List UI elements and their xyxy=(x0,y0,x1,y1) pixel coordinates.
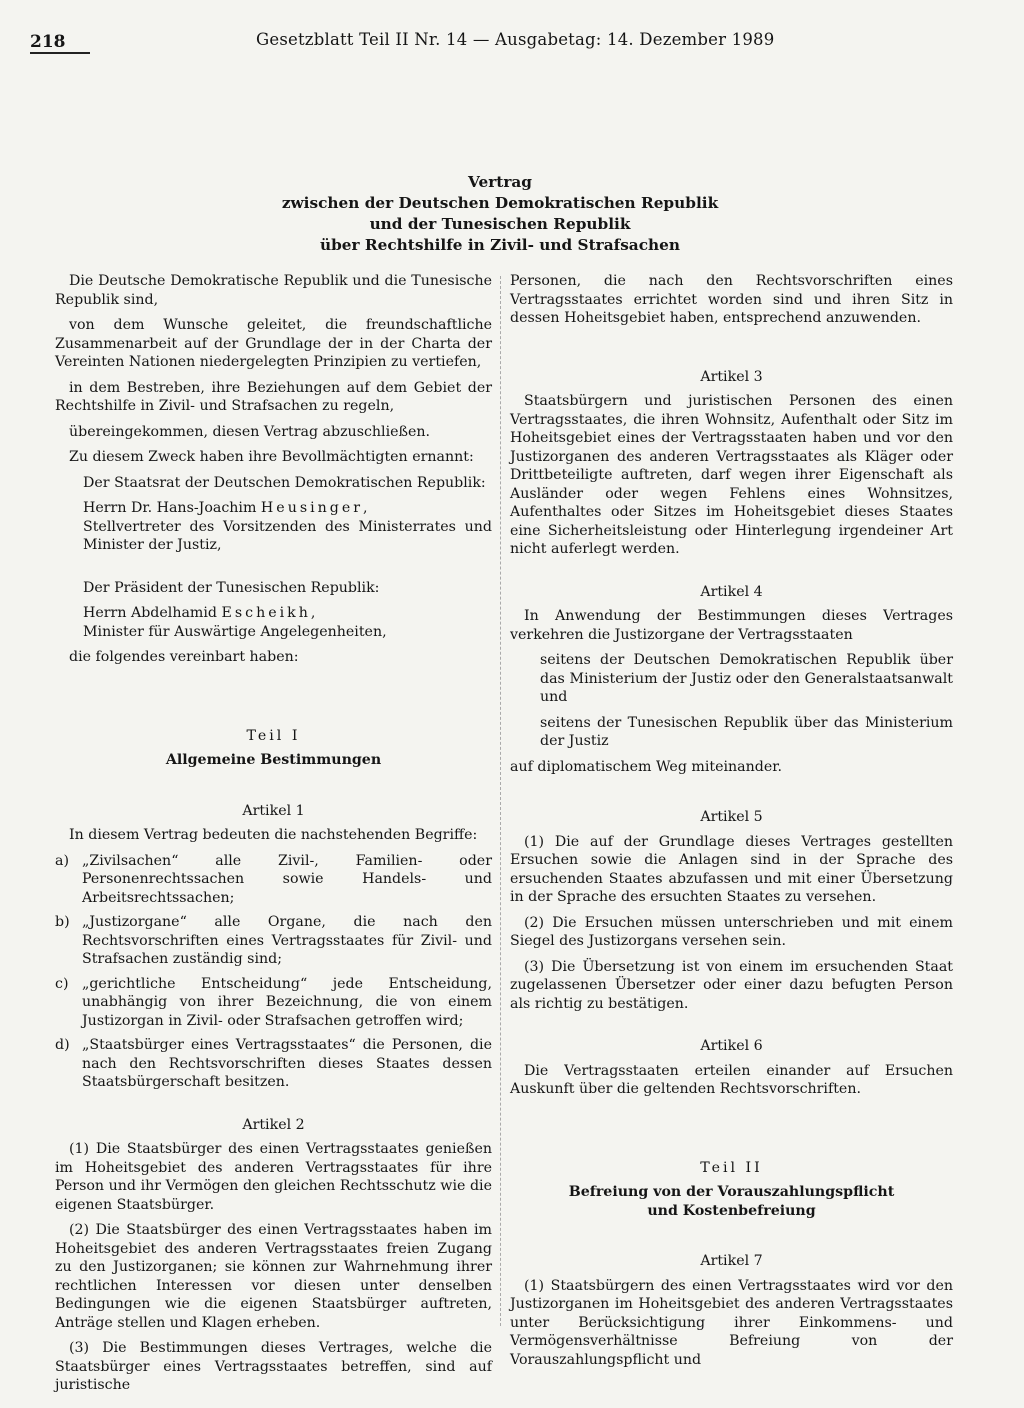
document-title xyxy=(250,172,750,256)
rep-2-title: Minister für Auswärtige Angelegenheiten, xyxy=(83,623,387,640)
preamble-endeavour: in dem Bestreben, ihre Beziehungen auf dem Gebiet der Rechtshilfe in Zivil- und Strafsachen zu regeln, xyxy=(55,379,492,414)
article-1-item-a xyxy=(55,852,492,908)
title-line-3: und der Tunesischen Republik xyxy=(369,215,631,233)
rep-2-name: Escheikh xyxy=(221,605,311,621)
title-line-2: zwischen der Deutschen Demokratischen Republik xyxy=(281,194,719,212)
item-label: a) xyxy=(55,852,69,869)
item-label: d) xyxy=(55,1037,70,1053)
page-number-underline xyxy=(30,52,90,54)
preamble-plenipotentiaries: Zu diesem Zweck haben ihre Bevollmächtigten ernannt: xyxy=(69,449,474,465)
article-6-paragraph: Die Vertragsstaaten erteilen einander auf Ersuchen Auskunft über die geltenden Rechtsvorschriften. xyxy=(510,1062,953,1097)
part-1-title: Allgemeine Bestimmungen xyxy=(165,752,382,768)
part-1-heading: Teil I xyxy=(246,727,301,744)
article-2-paragraph-2: (2) Die Staatsbürger des einen Vertragsstaates haben im Hoheitsgebiet des anderen Vertragsstaates freien Zugang zu den Justizorganen; sie können zur Wahrnehmung ihrer rechtlichen Interessen vor diesen unter denselben Bedingungen wie die eigenen Staatsbürger auftreten, Anträge stellen und Klagen erheben. xyxy=(55,1222,492,1331)
article-4-closing: auf diplomatischem Weg miteinander. xyxy=(510,758,782,775)
title-line-1: Vertrag xyxy=(468,173,532,191)
preamble-wish: von dem Wunsche geleitet, die freundschaftliche Zusammenarbeit auf der Grundlage der in der Charta der Vereinten Nationen niedergelegten Prinzipien zu vertiefen, xyxy=(55,317,492,370)
part-2-title-line-2: und Kostenbefreiung xyxy=(647,1202,816,1219)
part-2-title-line-1: Befreiung von der Vorauszahlungspflicht xyxy=(568,1184,895,1200)
part-2-heading: Teil II xyxy=(700,1159,763,1176)
rep-1-suffix: , xyxy=(363,500,368,516)
rep-2-suffix: , xyxy=(310,605,316,621)
left-column xyxy=(55,272,492,1402)
article-4-item-1: seitens der Deutschen Demokratischen Republik über das Ministerium der Justiz oder den Generalstaatsanwalt und xyxy=(540,652,953,705)
party-1-representative xyxy=(55,499,492,555)
article-3-paragraph: Staatsbürgern und juristischen Personen des einen Vertragsstaates, die ihren Wohnsitz, Aufenthalt oder Sitz im Hoheitsgebiet eines der Vertragsstaaten haben und vor den Justizorganen des anderen Vertragsstaates als Kläger oder Drittbeteiligte auftreten, darf wegen ihrer Eigenschaft als Ausländer oder wegen Fehlens eines Wohnsitzes, Aufenthaltes oder Sitzes im Hoheitsgebiet dieses Staates eine Sicherheitsleistung oder Hinterlegung irgendeiner Art nicht auferlegt werden. xyxy=(510,393,953,557)
article-1-heading: Artikel 1 xyxy=(242,802,305,819)
article-1-intro: In diesem Vertrag bedeuten die nachstehenden Begriffe: xyxy=(69,827,478,843)
article-3-heading: Artikel 3 xyxy=(700,368,763,385)
article-7-heading: Artikel 7 xyxy=(700,1253,763,1269)
rep-2-prefix: Herrn Abdelhamid xyxy=(83,605,222,621)
page-number: 218 xyxy=(30,32,66,52)
party-1-authority: Der Staatsrat der Deutschen Demokratischen Republik: xyxy=(83,474,486,491)
article-7-paragraph-1: (1) Staatsbürgern des einen Vertragsstaates wird vor den Justizorganen im Hoheitsgebiet des anderen Vertragsstaates unter Berücksichtigung ihrer Einkommens- und Vermögensverhältnisse Befreiung von der Vorauszahlungspflicht und xyxy=(510,1277,953,1368)
article-5-heading: Artikel 5 xyxy=(700,809,763,825)
preamble-closing: die folgendes vereinbart haben: xyxy=(69,649,299,665)
article-2-heading: Artikel 2 xyxy=(242,1116,305,1133)
article-1-item-d xyxy=(55,1036,492,1092)
title-line-4: über Rechtshilfe in Zivil- und Strafsachen xyxy=(319,236,681,254)
item-text: „Zivilsachen“ alle Zivil-, Familien- oder Personenrechtssachen sowie Handels- und Arbeitsrechtssachen; xyxy=(82,852,492,906)
right-column xyxy=(510,272,953,1376)
preamble-agreed: übereingekommen, diesen Vertrag abzuschließen. xyxy=(69,423,431,440)
article-4-heading: Artikel 4 xyxy=(700,583,763,600)
article-4-paragraph: In Anwendung der Bestimmungen dieses Vertrages verkehren die Justizorgane der Vertragsstaaten xyxy=(510,608,953,643)
item-label: c) xyxy=(55,975,69,992)
running-header: Gesetzblatt Teil II Nr. 14 — Ausgabetag: 14. Dezember 1989 xyxy=(256,30,775,49)
article-2-continuation: Personen, die nach den Rechtsvorschriften eines Vertragsstaates errichtet worden sind und ihren Sitz in dessen Hoheitsgebiet haben, entsprechend anzuwenden. xyxy=(510,273,953,326)
party-2-authority: Der Präsident der Tunesischen Republik: xyxy=(83,579,380,596)
rep-1-title: Stellvertreter des Vorsitzenden des Ministerrates und Minister der Justiz, xyxy=(83,518,492,553)
item-text: „Staatsbürger eines Vertragsstaates“ die Personen, die nach den Rechtsvorschriften dieses Staates dessen Staatsbürgerschaft besitzen. xyxy=(82,1037,492,1090)
article-2-paragraph-3: (3) Die Bestimmungen dieses Vertrages, welche die Staatsbürger eines Vertragsstaates betreffen, sind auf juristische xyxy=(55,1340,492,1393)
item-text: „Justizorgane“ alle Organe, die nach den Rechtsvorschriften eines Vertragsstaates für Zivil- und Strafsachen zuständig sind; xyxy=(82,914,492,967)
article-4-item-2: seitens der Tunesischen Republik über das Ministerium der Justiz xyxy=(540,714,953,749)
rep-1-name: Heusinger xyxy=(260,500,364,516)
article-6-heading: Artikel 6 xyxy=(700,1038,763,1054)
article-2-paragraph-1: (1) Die Staatsbürger des einen Vertragsstaates genießen im Hoheitsgebiet des anderen Vertragsstaates für ihre Person und ihr Vermögen den gleichen Rechtsschutz wie die eigenen Staatsbürger. xyxy=(55,1141,492,1213)
party-2-representative xyxy=(55,604,492,641)
article-5-paragraph-1: (1) Die auf der Grundlage dieses Vertrages gestellten Ersuchen sowie die Anlagen sind in der Sprache des ersuchenden Staates abzufassen und mit einer Übersetzung in der Sprache des ersuchten Staates zu versehen. xyxy=(510,833,953,905)
article-1-item-c xyxy=(55,975,492,1031)
column-divider xyxy=(500,276,501,1326)
article-5-paragraph-2: (2) Die Ersuchen müssen unterschrieben und mit einem Siegel des Justizorgans versehen sein. xyxy=(510,914,953,949)
item-text: „gerichtliche Entscheidung“ jede Entscheidung, unabhängig von ihrer Bezeichnung, die von einem Justizorgan in Zivil- oder Strafsachen getroffen wird; xyxy=(82,975,492,1029)
preamble-parties: Die Deutsche Demokratische Republik und die Tunesische Republik sind, xyxy=(55,273,492,308)
rep-1-prefix: Herrn Dr. Hans-Joachim xyxy=(83,500,261,516)
article-1-item-b xyxy=(55,913,492,969)
item-label: b) xyxy=(55,914,70,930)
article-5-paragraph-3: (3) Die Übersetzung ist von einem im ersuchenden Staat zugelassenen Übersetzer oder einer dazu befugten Person als richtig zu bestätigen. xyxy=(510,958,953,1012)
